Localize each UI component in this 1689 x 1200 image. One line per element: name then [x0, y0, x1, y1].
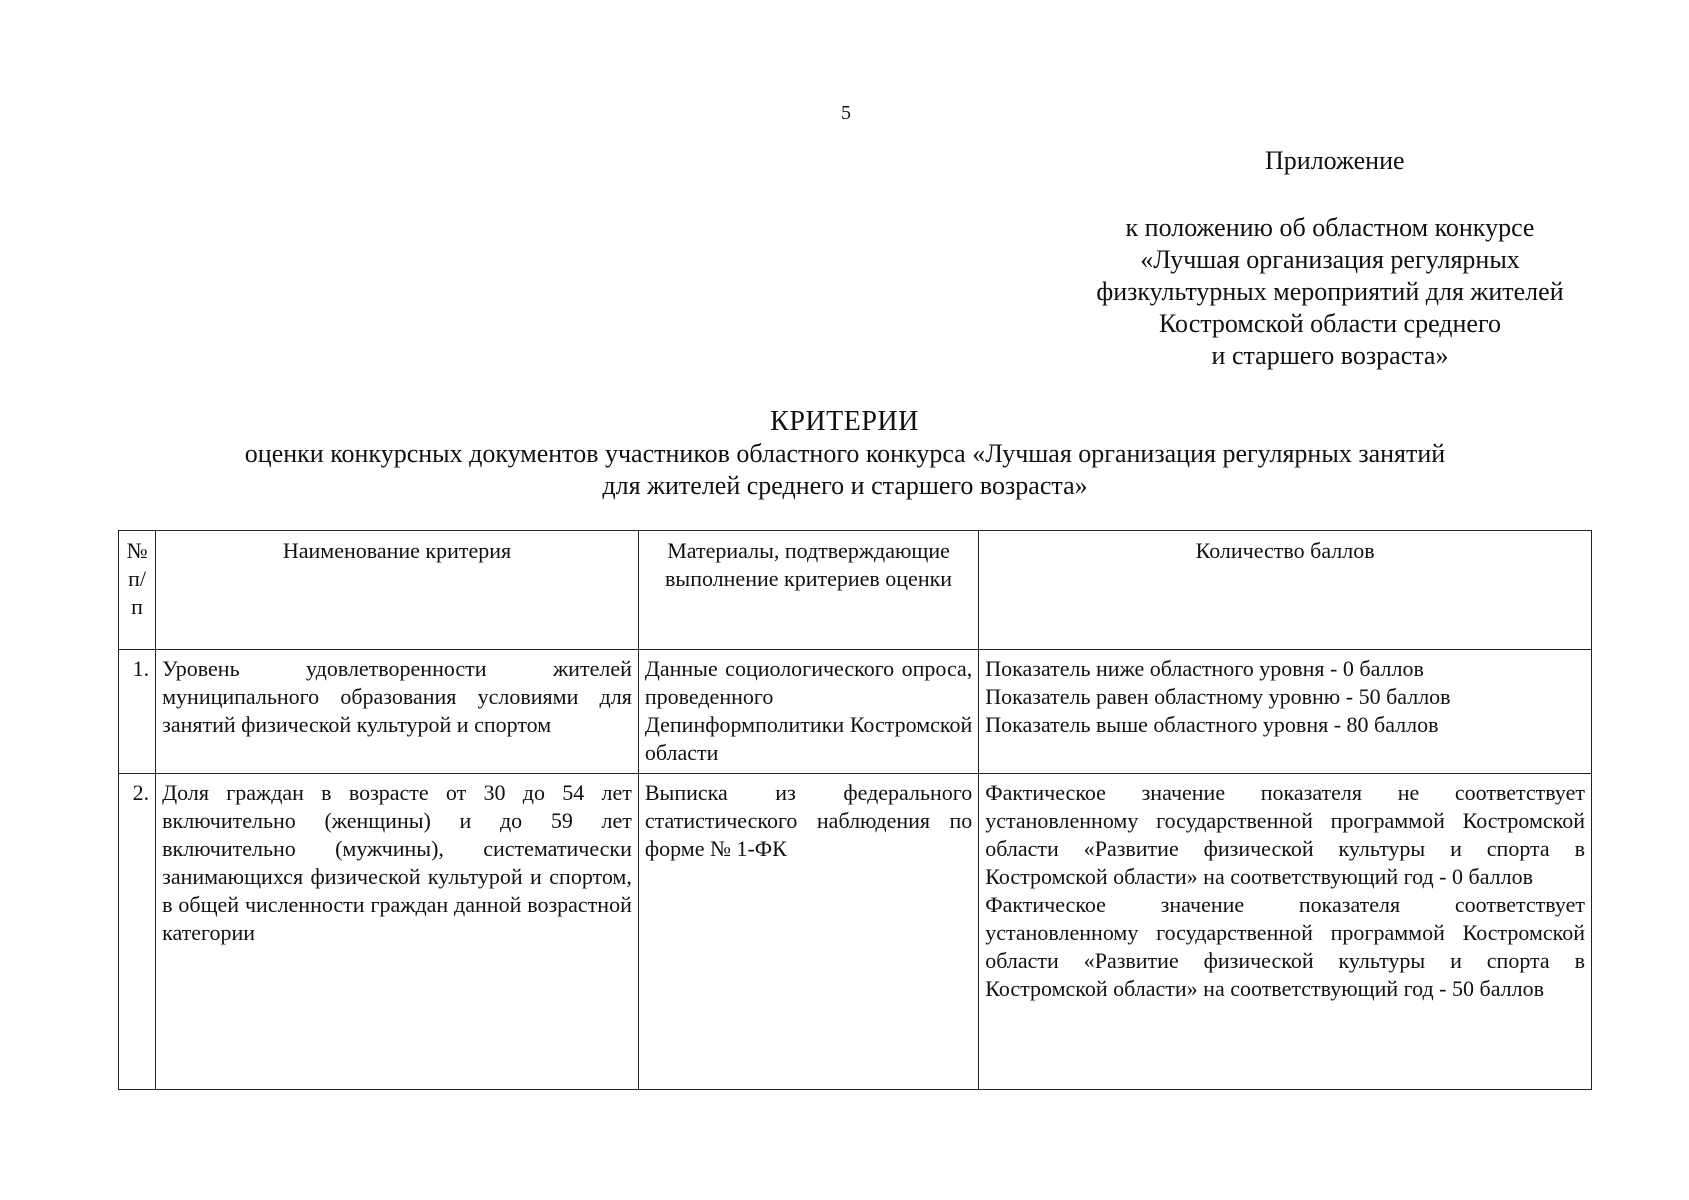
table-header-row [119, 531, 1592, 650]
criteria-subtitle-line: оценки конкурсных документов участников областного конкурса «Лучшая организация регулярных занятий [244, 439, 1446, 468]
page-number: 5 [841, 102, 851, 124]
row-number: 2. [119, 774, 156, 1090]
header-materials: Материалы, подтверждающие выполнение критериев оценки [638, 531, 978, 650]
appendix-title: Приложение [1265, 146, 1405, 175]
table-row [119, 650, 1592, 774]
appendix-line: физкультурных мероприятий для жителей [1096, 277, 1564, 306]
header-num: № п/п [119, 531, 156, 650]
appendix-line: «Лучшая организация регулярных [1140, 245, 1520, 274]
criterion-name: Уровень удовлетворенности жителей муниципального образования условиями для занятий физической культурой и спортом [156, 650, 639, 774]
row-number: 1. [119, 650, 156, 774]
points-item: Показатель ниже областного уровня - 0 баллов [985, 656, 1424, 681]
appendix-line: к положению об областном конкурсе [1125, 213, 1535, 242]
points-item: Фактическое значение показателя соответствует установленному государственной программой Костромской области «Развитие физической культуры и спорта в Костромской области» на соответствующий год - 50 баллов [985, 892, 1585, 1001]
criterion-name: Доля граждан в возрасте от 30 до 54 лет включительно (женщины) и до 59 лет включительно (мужчины), систематически занимающихся физической культурой и спортом, в общей численности граждан данной возрастной категории [156, 774, 639, 1090]
points-item: Показатель выше областного уровня - 80 баллов [985, 712, 1439, 737]
criterion-materials: Выписка из федерального статистического наблюдения по форме № 1-ФК [638, 774, 978, 1090]
criteria-subtitle-line: для жителей среднего и старшего возраста» [602, 471, 1088, 500]
appendix-line: Костромской области среднего [1159, 309, 1501, 338]
criteria-table [118, 530, 1592, 1090]
criterion-points [979, 774, 1592, 1090]
criterion-points [979, 650, 1592, 774]
criteria-subtitle [140, 438, 1550, 502]
appendix-reference [1060, 212, 1600, 372]
points-item: Фактическое значение показателя не соответствует установленному государственной программой Костромской области «Развитие физической культуры и спорта в Костромской области» на соответствующий год - 0 баллов [985, 780, 1585, 889]
header-criterion-name: Наименование критерия [156, 531, 639, 650]
points-item: Показатель равен областному уровню - 50 баллов [985, 684, 1451, 709]
appendix-line: и старшего возраста» [1211, 341, 1449, 370]
table-row [119, 774, 1592, 1090]
header-points: Количество баллов [979, 531, 1592, 650]
criteria-title: КРИТЕРИИ [770, 406, 919, 437]
criterion-materials: Данные социологического опроса, проведенного Депинформполитики Костромской области [638, 650, 978, 774]
